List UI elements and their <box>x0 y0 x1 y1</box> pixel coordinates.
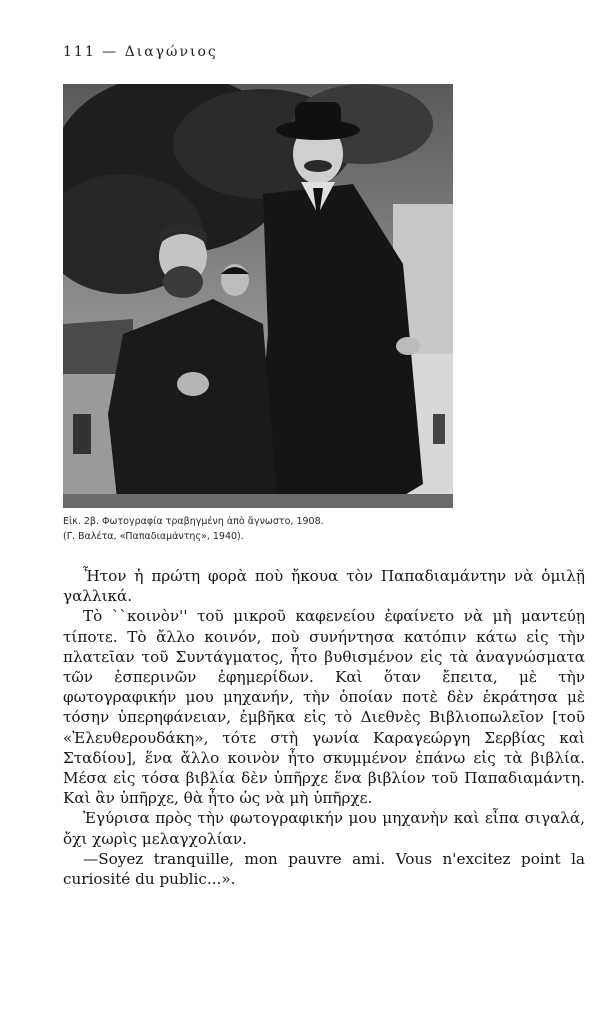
paragraph-3: Ἐγύρισα πρὸς τὴν φωτογραφικήν μου μηχανὴν καὶ εἶπα σιγαλά, ὄχι χωρὶς μελαγχολίαν. <box>63 809 585 848</box>
paragraph-1: Ἦτον ἡ πρώτη φορὰ ποὺ ἤκουα τὸν Παπαδιαμάντην νὰ ὁμιλῇ γαλλικά. <box>63 567 585 606</box>
body-text <box>63 566 585 889</box>
paragraph-4: —Soyez tranquille, mon pauvre ami. Vous n'excitez point la curiosité du public...». <box>63 849 585 889</box>
photograph-icon <box>63 84 453 508</box>
running-head: 111 — Διαγώνιος <box>63 44 218 60</box>
paragraph-2: Τὸ ``κοινὸν'' τοῦ μικροῦ καφενείου ἐφαίνετο νὰ μὴ μαντεύῃ τίποτε. Τὸ ἄλλο κοινόν, ποὺ συνήντησα κατόπιν κάτω εἰς τὴν πλατεῖαν τοῦ Συντάγματος, ἦτο βυθισμένον εἰς τὰ ἀναγνώσματα τῶν ἑσπερινῶν ἐφημερίδων. Καὶ ὅταν ἔπειτα, μὲ τὴν φωτογραφικήν μου μηχανήν, τὴν ὁποίαν ποτὲ δὲν ἐκράτησα μὲ τόσην ὑπερηφάνειαν, ἐμβῆκα εἰς τὸ Διεθνὲς Βιβλιοπωλεῖον [τοῦ «Ἐλευθερουδάκη», τότε στὴ γωνία Καραγεώργη Σερβίας καὶ Σταδίου], ἕνα ἄλλο κοινὸν ἦτο σκυμμένον ἐπάνω εἰς τὰ βιβλία. Μέσα εἰς τόσα βιβλία δὲν ὑπῆρχε ἕνα βιβλίον τοῦ Παπαδιαμάντη. Καὶ ἂν ὑπῆρχε, θὰ ἦτο ὡς νὰ μὴ ὑπῆρχε. <box>63 607 585 808</box>
photograph <box>63 84 453 508</box>
caption-line-2: (Γ. Βαλέτα, «Παπαδιαμάντης», 1940). <box>63 531 244 542</box>
figure-caption <box>63 514 453 544</box>
caption-line-1: Εἰκ. 2β. Φωτογραφία τραβηγμένη ἀπὸ ἄγνωστο, 1908. <box>63 516 324 527</box>
